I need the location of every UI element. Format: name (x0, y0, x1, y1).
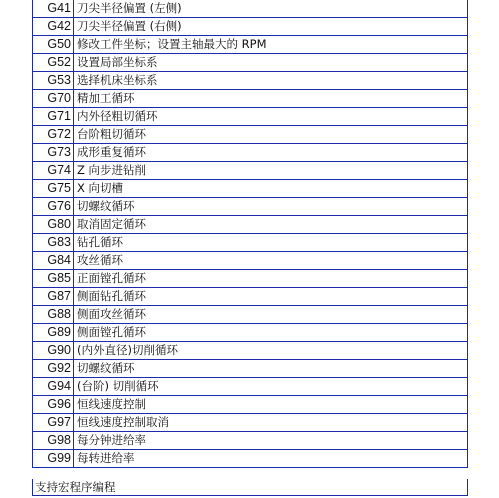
gcode-table-body (33, 0, 468, 468)
gcode-cell: G89 (33, 324, 74, 342)
description-cell: 选择机床坐标系 (74, 72, 468, 90)
description-cell: 恒线速度控制 (74, 396, 468, 414)
description-cell: 设置局部坐标系 (74, 54, 468, 72)
table-row (33, 162, 468, 180)
table-row (33, 234, 468, 252)
gcode-cell: G85 (33, 270, 74, 288)
table-row (33, 378, 468, 396)
gcode-cell: G83 (33, 234, 74, 252)
table-row (33, 36, 468, 54)
description-cell: 刀尖半径偏置 (左侧) (74, 0, 468, 18)
gcode-cell: G97 (33, 414, 74, 432)
gcode-cell: G96 (33, 396, 74, 414)
table-row (33, 450, 468, 468)
description-cell: 刀尖半径偏置 (右侧) (74, 18, 468, 36)
gcode-cell: G70 (33, 90, 74, 108)
description-cell: 恒线速度控制取消 (74, 414, 468, 432)
table-row (33, 342, 468, 360)
table-row (33, 180, 468, 198)
gcode-cell: G87 (33, 288, 74, 306)
table-row (33, 216, 468, 234)
gcode-cell: G94 (33, 378, 74, 396)
gcode-cell: G53 (33, 72, 74, 90)
table-row (33, 54, 468, 72)
table-row (33, 18, 468, 36)
description-cell: 内外径粗切循环 (74, 108, 468, 126)
description-cell: (台阶) 切削循环 (74, 378, 468, 396)
table-row (33, 432, 468, 450)
gcode-cell: G98 (33, 432, 74, 450)
gcode-cell: G80 (33, 216, 74, 234)
table-row (33, 288, 468, 306)
description-cell: 侧面钻孔循环 (74, 288, 468, 306)
gcode-cell: G71 (33, 108, 74, 126)
gcode-cell: G41 (33, 0, 74, 18)
gcode-cell: G50 (33, 36, 74, 54)
gcode-cell: G92 (33, 360, 74, 378)
gcode-cell: G52 (33, 54, 74, 72)
table-row (33, 252, 468, 270)
description-cell: 每分钟进给率 (74, 432, 468, 450)
description-cell: 侧面攻丝循环 (74, 306, 468, 324)
description-cell: 精加工循环 (74, 90, 468, 108)
gcode-cell: G74 (33, 162, 74, 180)
description-cell: 钻孔循环 (74, 234, 468, 252)
table-row (33, 126, 468, 144)
gcode-cell: G90 (33, 342, 74, 360)
table-row (33, 306, 468, 324)
table-row (33, 72, 468, 90)
description-cell: 正面镗孔循环 (74, 270, 468, 288)
table-row (33, 270, 468, 288)
table-row (33, 0, 468, 18)
table-footer-note: 支持宏程序编程 (32, 479, 468, 496)
description-cell: (内外直径)切削循环 (74, 342, 468, 360)
gcode-table (32, 0, 468, 468)
gcode-cell: G76 (33, 198, 74, 216)
table-row (33, 324, 468, 342)
gcode-cell: G84 (33, 252, 74, 270)
gcode-cell: G75 (33, 180, 74, 198)
table-row (33, 144, 468, 162)
table-row (33, 108, 468, 126)
gcode-cell: G88 (33, 306, 74, 324)
description-cell: 取消固定循环 (74, 216, 468, 234)
description-cell: 成形重复循环 (74, 144, 468, 162)
table-row (33, 198, 468, 216)
description-cell: 切螺纹循环 (74, 198, 468, 216)
table-row (33, 414, 468, 432)
gcode-cell: G99 (33, 450, 74, 468)
gcode-cell: G72 (33, 126, 74, 144)
gcode-cell: G42 (33, 18, 74, 36)
description-cell: 修改工件坐标；设置主轴最大的 RPM (74, 36, 468, 54)
table-row (33, 360, 468, 378)
description-cell: 攻丝循环 (74, 252, 468, 270)
table-row (33, 90, 468, 108)
gcode-cell: G73 (33, 144, 74, 162)
description-cell: 每转进给率 (74, 450, 468, 468)
description-cell: 台阶粗切循环 (74, 126, 468, 144)
table-row (33, 396, 468, 414)
description-cell: 侧面镗孔循环 (74, 324, 468, 342)
description-cell: Z 向步进钻削 (74, 162, 468, 180)
description-cell: 切螺纹循环 (74, 360, 468, 378)
description-cell: X 向切槽 (74, 180, 468, 198)
